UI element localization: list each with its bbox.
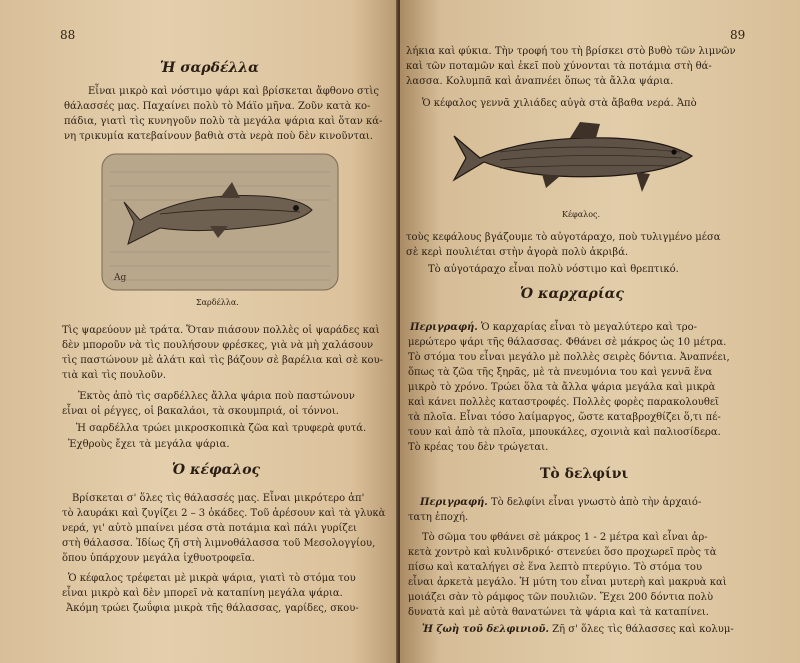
description-label: Περιγραφή. [420,497,488,508]
text-line: νερά, γι' αὐτὸ μπαίνει μέσα στὰ ποτάμια καὶ πάλι γυρίζει [62,523,357,534]
left-page [0,0,398,663]
sardella-paragraph-5: Ἐχθροὺς ἔχει τὰ μεγάλα ψάρια. [68,439,230,450]
text-line: Ὁ καρχαρίας εἶναι τὸ μεγαλύτερο καὶ τρο- [480,322,698,333]
text-line: τιὰ καὶ τὶς πουλοῦν. [62,370,167,381]
text-line: τὰ πλοῖα. Εἶναι τόσο λαίμαργος, ὥστε καταβροχθίζει ὅ,τι πέ- [408,412,721,423]
heading-delfini: Τὸ δελφίνι [540,466,629,482]
text-line: δὲν μποροῦν νὰ τὶς πουλήσουν φρέσκες, γιὰ νὰ μὴ χαλάσουν [62,340,374,351]
text-line: τουν καὶ ἀπὸ τὰ πλοῖα, μπουκάλες, σχοινιὰ καὶ παλιοσίδερα. [408,427,721,438]
text-line: νη τρικυμία κατεβαίνουν βαθιὰ στὰ νερὰ ποὺ δὲν κινοῦνται. [64,131,373,142]
text-line: καὶ τῶν ποταμῶν καὶ ἐκεῖ ποὺ χύνονται τὰ ποτάμια στὴ θά- [406,61,712,72]
text-line: ὅπως τὰ ζῶα τῆς ξηρᾶς, μὲ τὰ πνευμόνια του καὶ γεννᾶ ἕνα [408,367,713,378]
sardella-paragraph-4: Ἡ σαρδέλλα τρώει μικροσκοπικὰ ζῶα καὶ τρυφερὰ φυτά. [76,423,367,434]
mullet-illustration [450,116,700,200]
text-line: τατη ἐποχή. [408,512,469,523]
text-line [410,320,697,335]
eggs-line: Ὁ κέφαλος γεννᾶ χιλιάδες αὐγὰ στὰ ἄβαθα νερά. Ἀπὸ [422,98,697,109]
text-line: τὶς παστώνουν μὲ ἀλάτι καὶ τὶς βάζουν σὲ βαρέλια καὶ σὲ κου- [62,355,384,366]
page-number: 88 [60,28,76,42]
sardine-illustration [100,152,340,292]
text-line: κετὰ χοντρὸ καὶ κυλινδρικό· στενεύει ὅσο προχωρεῖ πρὸς τὰ [408,547,717,558]
text-line: Βρίσκεται σ' ὅλες τὶς θάλασσές μας. Εἶναι μικρότερο ἀπ' [72,493,365,504]
text-line: Τὸ σῶμα του φθάνει σὲ μάκρος 1 - 2 μέτρα καὶ εἶναι ἀρ- [422,532,708,543]
text-line [420,495,701,510]
description-label: Περιγραφή. [410,322,478,333]
text-line: μικρὸ τὸ χρόνο. Τρώει ὅλα τὰ ἄλλα ψάρια μεγάλα καὶ μικρὰ [408,382,716,393]
text-line: Ζῆ σ' ὅλες τὶς θάλασσες καὶ κολυμ- [552,624,734,635]
right-page [400,0,800,663]
sardine-caption: Σαρδέλλα. [196,298,239,307]
text-line: εἶναι οἱ ρέγγες, οἱ βακαλάοι, τὰ σκουμπριά, οἱ τόννοι. [62,406,339,417]
text-line: Ἐκτὸς ἀπὸ τὶς σαρδέλλες ἄλλα ψάρια ποὺ παστώνουν [78,391,355,402]
text-line: δυνατὰ καὶ μὲ αὐτὰ θανατώνει τὰ ψάρια καὶ τὰ καταπίνει. [408,607,709,618]
heading-kefalos: Ὁ κέφαλος [172,462,261,478]
text-line: Τὸ στόμα του εἶναι μεγάλο μὲ πολλὲς σειρὲς δόντια. Ἀναπνέει, [408,352,730,363]
text-line: σὲ κερὶ πουλιέται στὴν ἀγορὰ πολὺ ἀκριβά. [406,247,629,258]
text-line: εἶναι μικρὸ καὶ δὲν μπορεῖ νὰ καταπίνη μεγάλα ψάρια. [62,588,343,599]
text-line: Τὶς ψαρεύουν μὲ τράτα. Ὅταν πιάσουν πολλὲς οἱ ψαράδες καὶ [62,325,380,336]
text-line: Τὸ κρέας του δὲν τρώγεται. [408,442,549,453]
text-line: καὶ κάνει πολλὲς καταστροφές. Πολλὲς φορὲς παρακολουθεῖ [408,397,719,408]
text-line: τοὺς κεφάλους βγάζουμε τὸ αὐγοτάραχο, ποὺ τυλιγμένο μέσα [406,232,721,243]
text-line: μοιάζει σὰν τὸ ράμφος τῶν πουλιῶν. Ἔχει 200 δόντια πολὺ [408,592,714,603]
svg-text:Ag: Ag [114,273,127,283]
text-line: λήκια καὶ φύκια. Τὴν τροφή του τὴ βρίσκει στὸ βυθὸ τῶν λιμνῶν [406,46,736,57]
text-line: θάλασσές μας. Παχαίνει πολὺ τὸ Μάϊο μῆνα. Ζοῦν κατὰ κο- [64,101,371,112]
text-line: λασσα. Κολυμπᾶ καὶ ἀναπνέει ὅπως τὰ ἄλλα ψάρια. [406,76,674,87]
heading-sardella: Ἡ σαρδέλλα [160,60,259,76]
delfini-life-line [422,622,734,637]
text-line: Ὁ κέφαλος τρέφεται μὲ μικρὰ ψάρια, γιατὶ τὸ στόμα του [68,573,356,584]
text-line: Τὸ δελφίνι εἶναι γνωστὸ ἀπὸ τὴν ἀρχαιό- [490,497,702,508]
text-line: τὸ λαυράκι καὶ ζυγίζει 2 – 3 ὀκάδες. Τοῦ ἀρέσουν καὶ τὰ γλυκὰ [62,508,386,519]
page-number: 89 [730,28,746,42]
text-line: στὴ θάλασσα. Ἰδίως ζῆ στὴ λιμνοθάλασσα τοῦ Μεσολογγίου, [62,538,376,549]
avgotaracho-line: Τὸ αὐγοτάραχο εἶναι πολὺ νόστιμο καὶ θρεπτικό. [428,264,679,275]
text-line: εἶναι ἀρκετὰ μεγάλο. Ἡ μύτη του εἶναι μυτερὴ καὶ μακρυὰ καὶ [408,577,727,588]
text-line: Εἶναι μικρὸ καὶ νόστιμο ψάρι καὶ βρίσκεται ἄφθονο στὶς [88,86,379,97]
text-line: πίσω καὶ καταλήγει σὲ ἕνα λεπτὸ πτερύγιο. Τὸ στόμα του [408,562,703,573]
text-line: πάδια, γιατὶ τὶς κυνηγοῦν πολὺ τὰ μεγάλα ψάρια καὶ ὅταν κά- [64,116,383,127]
mullet-caption: Κέφαλος. [562,210,601,219]
heading-karcharias: Ὁ καρχαρίας [520,286,624,302]
life-label: Ἡ ζωὴ τοῦ δελφινιοῦ. [422,624,549,635]
text-line: Ἀκόμη τρώει ζωΰφια μικρὰ τῆς θάλασσας, γαρίδες, σκου- [66,603,359,614]
text-line: ὅπου ὑπάρχουν μεγάλα ἰχθυοτροφεῖα. [62,553,255,564]
text-line: μερώτερο ψάρι τῆς θάλασσας. Φθάνει σὲ μάκρος ὡς 10 μέτρα. [408,337,727,348]
